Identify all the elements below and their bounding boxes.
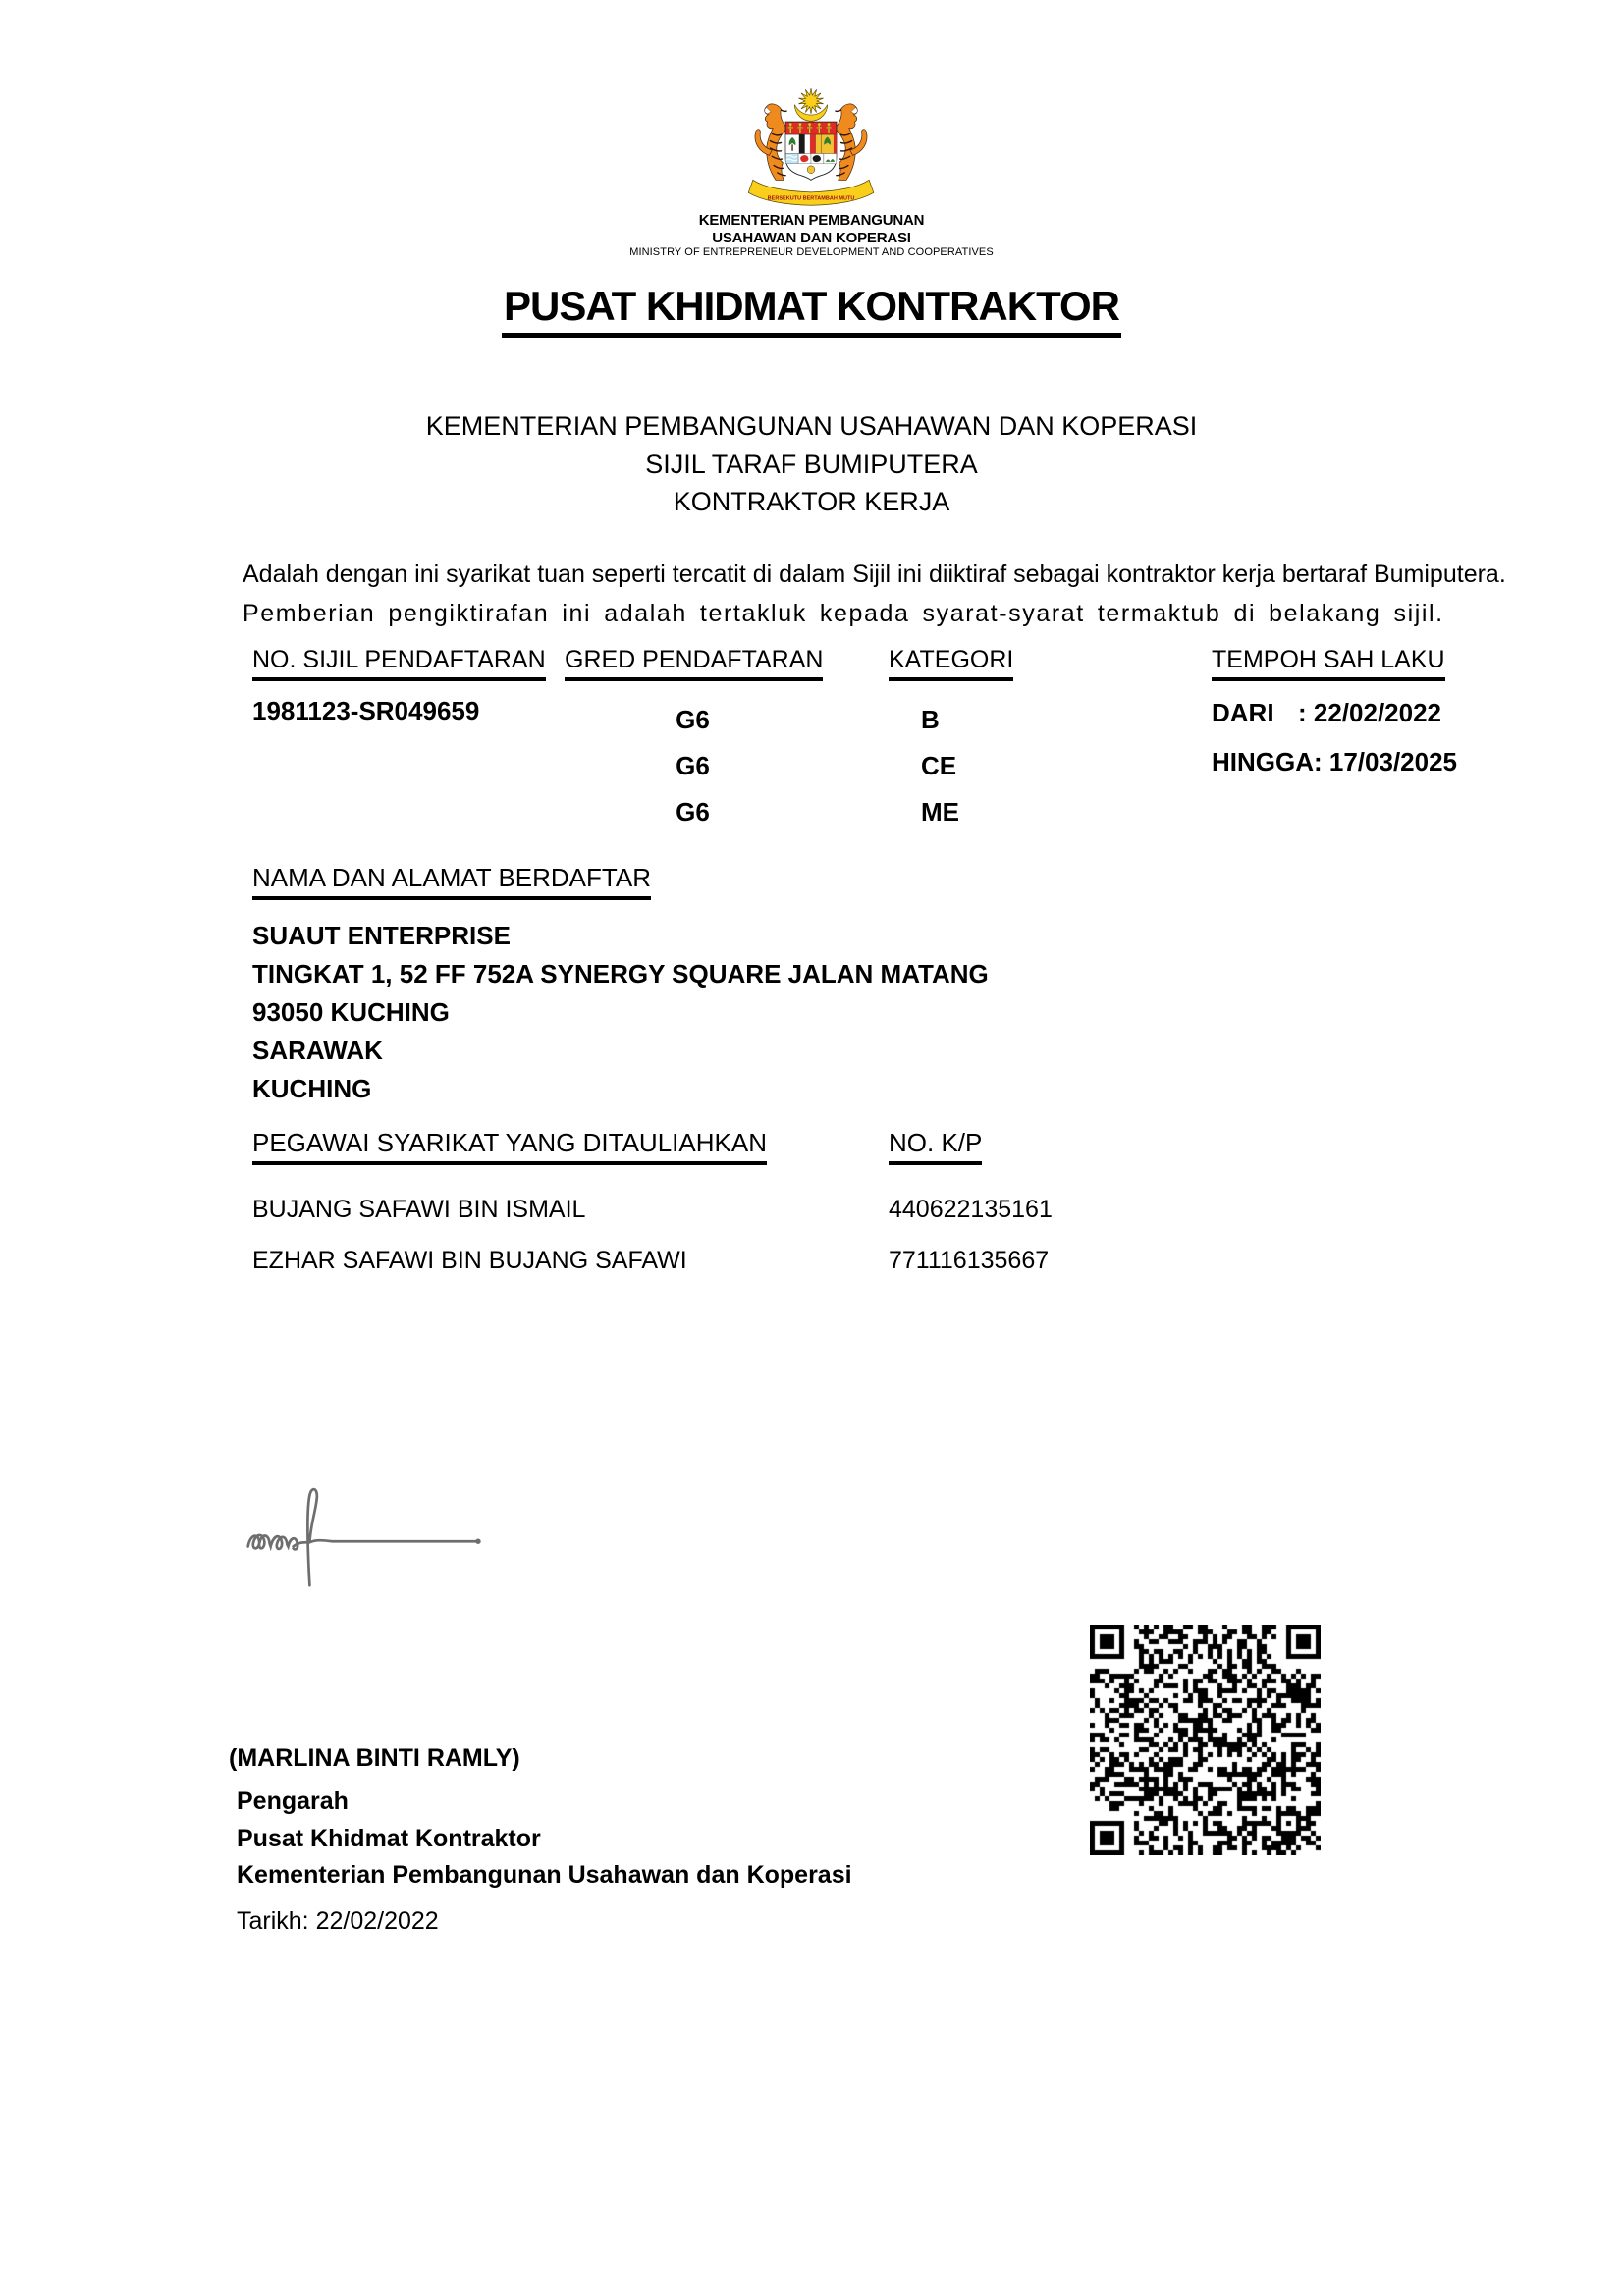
valid-until-row bbox=[1212, 748, 1457, 777]
date-line: Tarikh: 22/02/2022 bbox=[237, 1907, 439, 1935]
qr-code bbox=[1090, 1625, 1321, 1855]
gred-values bbox=[636, 697, 749, 835]
column-header-no-sijil: NO. SIJIL PENDAFTARAN bbox=[252, 646, 546, 681]
signatory-role: Pengarah bbox=[237, 1788, 349, 1815]
valid-from-date: : 22/02/2022 bbox=[1298, 698, 1442, 727]
column-header-kategori: KATEGORI bbox=[889, 646, 1013, 681]
intro-paragraph bbox=[243, 561, 1550, 628]
kategori-value: B bbox=[921, 705, 940, 734]
officer-name: EZHAR SAFAWI BIN BUJANG SAFAWI bbox=[252, 1247, 687, 1274]
kategori-value: ME bbox=[921, 797, 959, 827]
registration-number: 1981123-SR049659 bbox=[252, 696, 480, 725]
federal-star bbox=[798, 88, 823, 114]
signatory-org-line1: Pusat Khidmat Kontraktor bbox=[237, 1825, 541, 1852]
malaysia-coat-of-arms-icon bbox=[729, 88, 893, 208]
officer-ic: 771116135667 bbox=[889, 1247, 1050, 1274]
gred-value: G6 bbox=[676, 705, 710, 734]
column-header-tempoh: TEMPOH SAH LAKU bbox=[1212, 646, 1445, 681]
column-header-gred: GRED PENDAFTARAN bbox=[565, 646, 823, 681]
address-line: KUCHING bbox=[252, 1074, 372, 1103]
certificate-heading bbox=[0, 407, 1623, 521]
signatory-name: (MARLINA BINTI RAMLY) bbox=[229, 1744, 520, 1772]
officer-name: BUJANG SAFAWI BIN ISMAIL bbox=[252, 1196, 586, 1223]
signatory-org-line2: Kementerian Pembangunan Usahawan dan Koperasi bbox=[237, 1861, 852, 1889]
certificate-heading-line: KONTRAKTOR KERJA bbox=[673, 487, 950, 516]
shield-icon bbox=[785, 122, 837, 180]
gred-value: G6 bbox=[676, 751, 710, 780]
signature-scribble bbox=[234, 1478, 501, 1594]
document-title: PUSAT KHIDMAT KONTRAKTOR bbox=[0, 283, 1623, 338]
kategori-values bbox=[921, 697, 959, 835]
ministry-name-english: MINISTRY OF ENTREPRENEUR DEVELOPMENT AND COOPERATIVES bbox=[629, 246, 994, 258]
intro-line-2: Pemberian pengiktirafan ini adalah tertakluk kepada syarat-syarat termaktub di belakang sijil. bbox=[243, 599, 1444, 627]
ministry-name-line2: USAHAWAN DAN KOPERASI bbox=[712, 230, 911, 246]
address-line: 93050 KUCHING bbox=[252, 997, 450, 1027]
address-section-heading: NAMA DAN ALAMAT BERDAFTAR bbox=[252, 864, 651, 900]
registered-address-block bbox=[252, 917, 989, 1108]
certificate-heading-line: KEMENTERIAN PEMBANGUNAN USAHAWAN DAN KOPERASI bbox=[425, 411, 1198, 441]
valid-from-row bbox=[1212, 699, 1441, 728]
officers-section-heading: PEGAWAI SYARIKAT YANG DITAULIAHKAN bbox=[252, 1129, 767, 1165]
certificate-heading-line: SIJIL TARAF BUMIPUTERA bbox=[645, 449, 978, 479]
valid-from-label: DARI bbox=[1212, 698, 1274, 727]
valid-until-label: HINGGA bbox=[1212, 747, 1314, 776]
tiger-icon bbox=[755, 104, 787, 180]
address-line: TINGKAT 1, 52 FF 752A SYNERGY SQUARE JALAN MATANG bbox=[252, 959, 989, 988]
gred-value: G6 bbox=[676, 797, 710, 827]
ministry-name-line1: KEMENTERIAN PEMBANGUNAN bbox=[698, 212, 925, 229]
kategori-value: CE bbox=[921, 751, 957, 780]
company-name: SUAUT ENTERPRISE bbox=[252, 921, 511, 950]
ic-column-header: NO. K/P bbox=[889, 1129, 982, 1165]
motto-banner bbox=[748, 180, 874, 205]
valid-until-date: : 17/03/2025 bbox=[1314, 747, 1458, 776]
motto-text: BERSEKUTU BERTAMBAH MUTU bbox=[767, 195, 855, 202]
address-line: SARAWAK bbox=[252, 1036, 383, 1065]
intro-line-1: Adalah dengan ini syarikat tuan seperti tercatit di dalam Sijil ini diiktiraf sebagai kontraktor kerja bertaraf Bumiputera. bbox=[243, 561, 1506, 588]
officer-ic: 440622135161 bbox=[889, 1196, 1053, 1223]
